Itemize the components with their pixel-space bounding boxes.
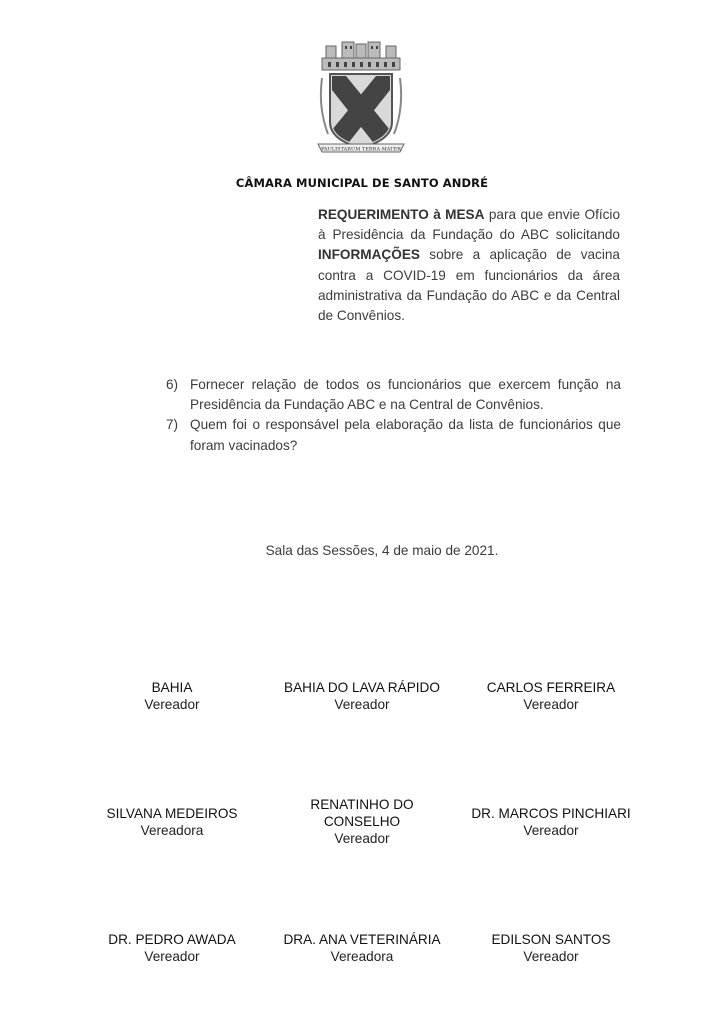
signature-block <box>262 931 462 965</box>
signer-role: Vereadora <box>330 949 394 964</box>
signature-block <box>72 931 272 965</box>
signer-name: DR. MARCOS PINCHIARI <box>471 806 631 821</box>
signature-block <box>287 796 437 847</box>
signature-block <box>451 679 651 713</box>
signature-block <box>72 679 272 713</box>
signer-name: DR. PEDRO AWADA <box>108 932 236 947</box>
request-list <box>166 375 621 456</box>
ementa-text-1: para que envie Ofício à Presidência da Fundação do ABC solicitando <box>318 207 621 243</box>
ementa-lead: REQUERIMENTO à MESA <box>318 207 485 222</box>
crest-motto: PAULISTARUM TERRA MATER <box>321 146 401 153</box>
signature-block <box>72 805 272 839</box>
list-item-number: 6) <box>166 377 179 392</box>
signer-name: EDILSON SANTOS <box>491 932 611 947</box>
signer-role: Vereadora <box>140 823 204 838</box>
list-item <box>166 375 621 415</box>
signer-name: BAHIA DO LAVA RÁPIDO <box>284 680 440 695</box>
signer-role: Vereador <box>523 697 579 712</box>
session-date: Sala das Sessões, 4 de maio de 2021. <box>265 543 499 558</box>
signer-role: Vereador <box>334 831 390 846</box>
list-item-text: Fornecer relação de todos os funcionários que exercem função na Presidência da Fundação ABC e na Central de Convênios. <box>190 377 621 413</box>
signer-name: RENATINHO DO CONSELHO <box>310 797 414 829</box>
signature-block <box>262 679 462 713</box>
signer-name: DRA. ANA VETERINÁRIA <box>283 932 441 947</box>
signer-role: Vereador <box>523 823 579 838</box>
ementa-info: INFORMAÇÕES <box>318 247 420 263</box>
signer-role: Vereador <box>334 697 390 712</box>
ementa-paragraph <box>318 205 620 326</box>
ementa-text-2: sobre a aplicação de vacina contra a COVID-19 em funcionários da área administrativa da Fundação do ABC e da Central de Convênios. <box>318 247 620 324</box>
list-item <box>166 415 621 455</box>
list-item-number: 7) <box>166 417 179 433</box>
signer-role: Vereador <box>523 949 579 964</box>
signer-name: BAHIA <box>151 680 193 695</box>
municipal-coat-of-arms-icon <box>314 38 408 160</box>
signer-name: CARLOS FERREIRA <box>486 680 616 695</box>
signer-name: SILVANA MEDEIROS <box>106 806 238 821</box>
signature-block <box>451 931 651 965</box>
signer-role: Vereador <box>144 697 200 712</box>
signature-block <box>451 805 651 839</box>
page-title: CÂMARA MUNICIPAL DE SANTO ANDRÉ <box>235 176 489 190</box>
signer-role: Vereador <box>144 949 200 964</box>
list-item-text: Quem foi o responsável pela elaboração da lista de funcionários que foram vacinados? <box>190 417 621 453</box>
